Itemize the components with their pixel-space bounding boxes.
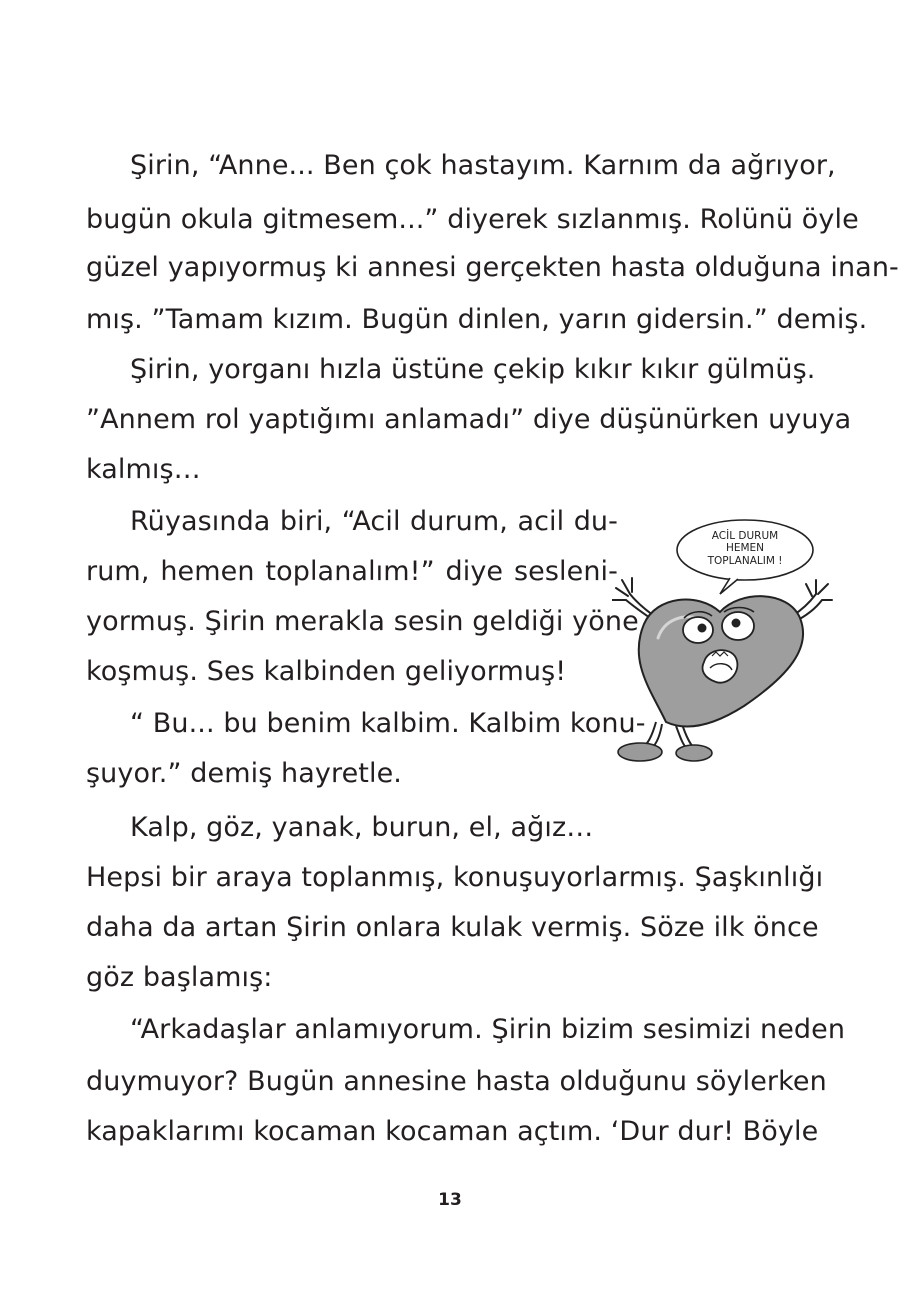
bubble-text-line2: HEMEN: [725, 542, 765, 554]
page-number: 13: [438, 1190, 462, 1210]
text-line: duymuyor? Bugün annesine hasta olduğunu söylerken: [86, 1066, 827, 1097]
text-line: ”Annem rol yaptığımı anlamadı” diye düşünürken uyuya: [86, 404, 852, 435]
text-line: göz başlamış:: [86, 962, 273, 993]
text-line: yormuş. Şirin merakla sesin geldiği yöne: [86, 606, 639, 637]
text-line: mış. ”Tamam kızım. Bugün dinlen, yarın gidersin.” demiş.: [86, 304, 868, 335]
text-line: güzel yapıyormuş ki annesi gerçekten hasta olduğuna inan-: [86, 252, 899, 283]
text-line: şuyor.” demiş hayretle.: [86, 758, 402, 789]
left-foot: [618, 743, 662, 761]
text-line: Şirin, yorganı hızla üstüne çekip kıkır kıkır gülmüş.: [130, 354, 816, 385]
text-line: “ Bu... bu benim kalbim. Kalbim konu-: [130, 708, 646, 739]
text-line: bugün okula gitmesem...” diyerek sızlanmış. Rolünü öyle: [86, 204, 859, 235]
bubble-text-line1: ACİL DURUM: [711, 530, 779, 542]
right-foot: [676, 745, 712, 761]
text-line: Kalp, göz, yanak, burun, el, ağız…: [130, 812, 594, 843]
text-line: koşmuş. Ses kalbinden geliyormuş!: [86, 656, 567, 687]
text-line: daha da artan Şirin onlara kulak vermiş. Söze ilk önce: [86, 912, 819, 943]
heart-character-illustration: [612, 508, 834, 770]
text-line: kapaklarımı kocaman kocaman açtım. ‘Dur dur! Böyle: [86, 1116, 819, 1147]
mouth: [703, 650, 738, 683]
text-line: “Arkadaşlar anlamıyorum. Şirin bizim sesimizi neden: [130, 1014, 846, 1045]
text-line: Hepsi bir araya toplanmış, konuşuyorlarmış. Şaşkınlığı: [86, 862, 824, 893]
text-line: rum, hemen toplanalım!” diye sesleni-: [86, 556, 618, 587]
text-line: kalmış…: [86, 454, 201, 485]
text-line: Rüyasında biri, “Acil durum, acil du-: [130, 506, 618, 537]
bubble-text-line3: TOPLANALIM !: [707, 555, 783, 567]
text-line: Şirin, “Anne... Ben çok hastayım. Karnım da ağrıyor,: [130, 150, 836, 181]
